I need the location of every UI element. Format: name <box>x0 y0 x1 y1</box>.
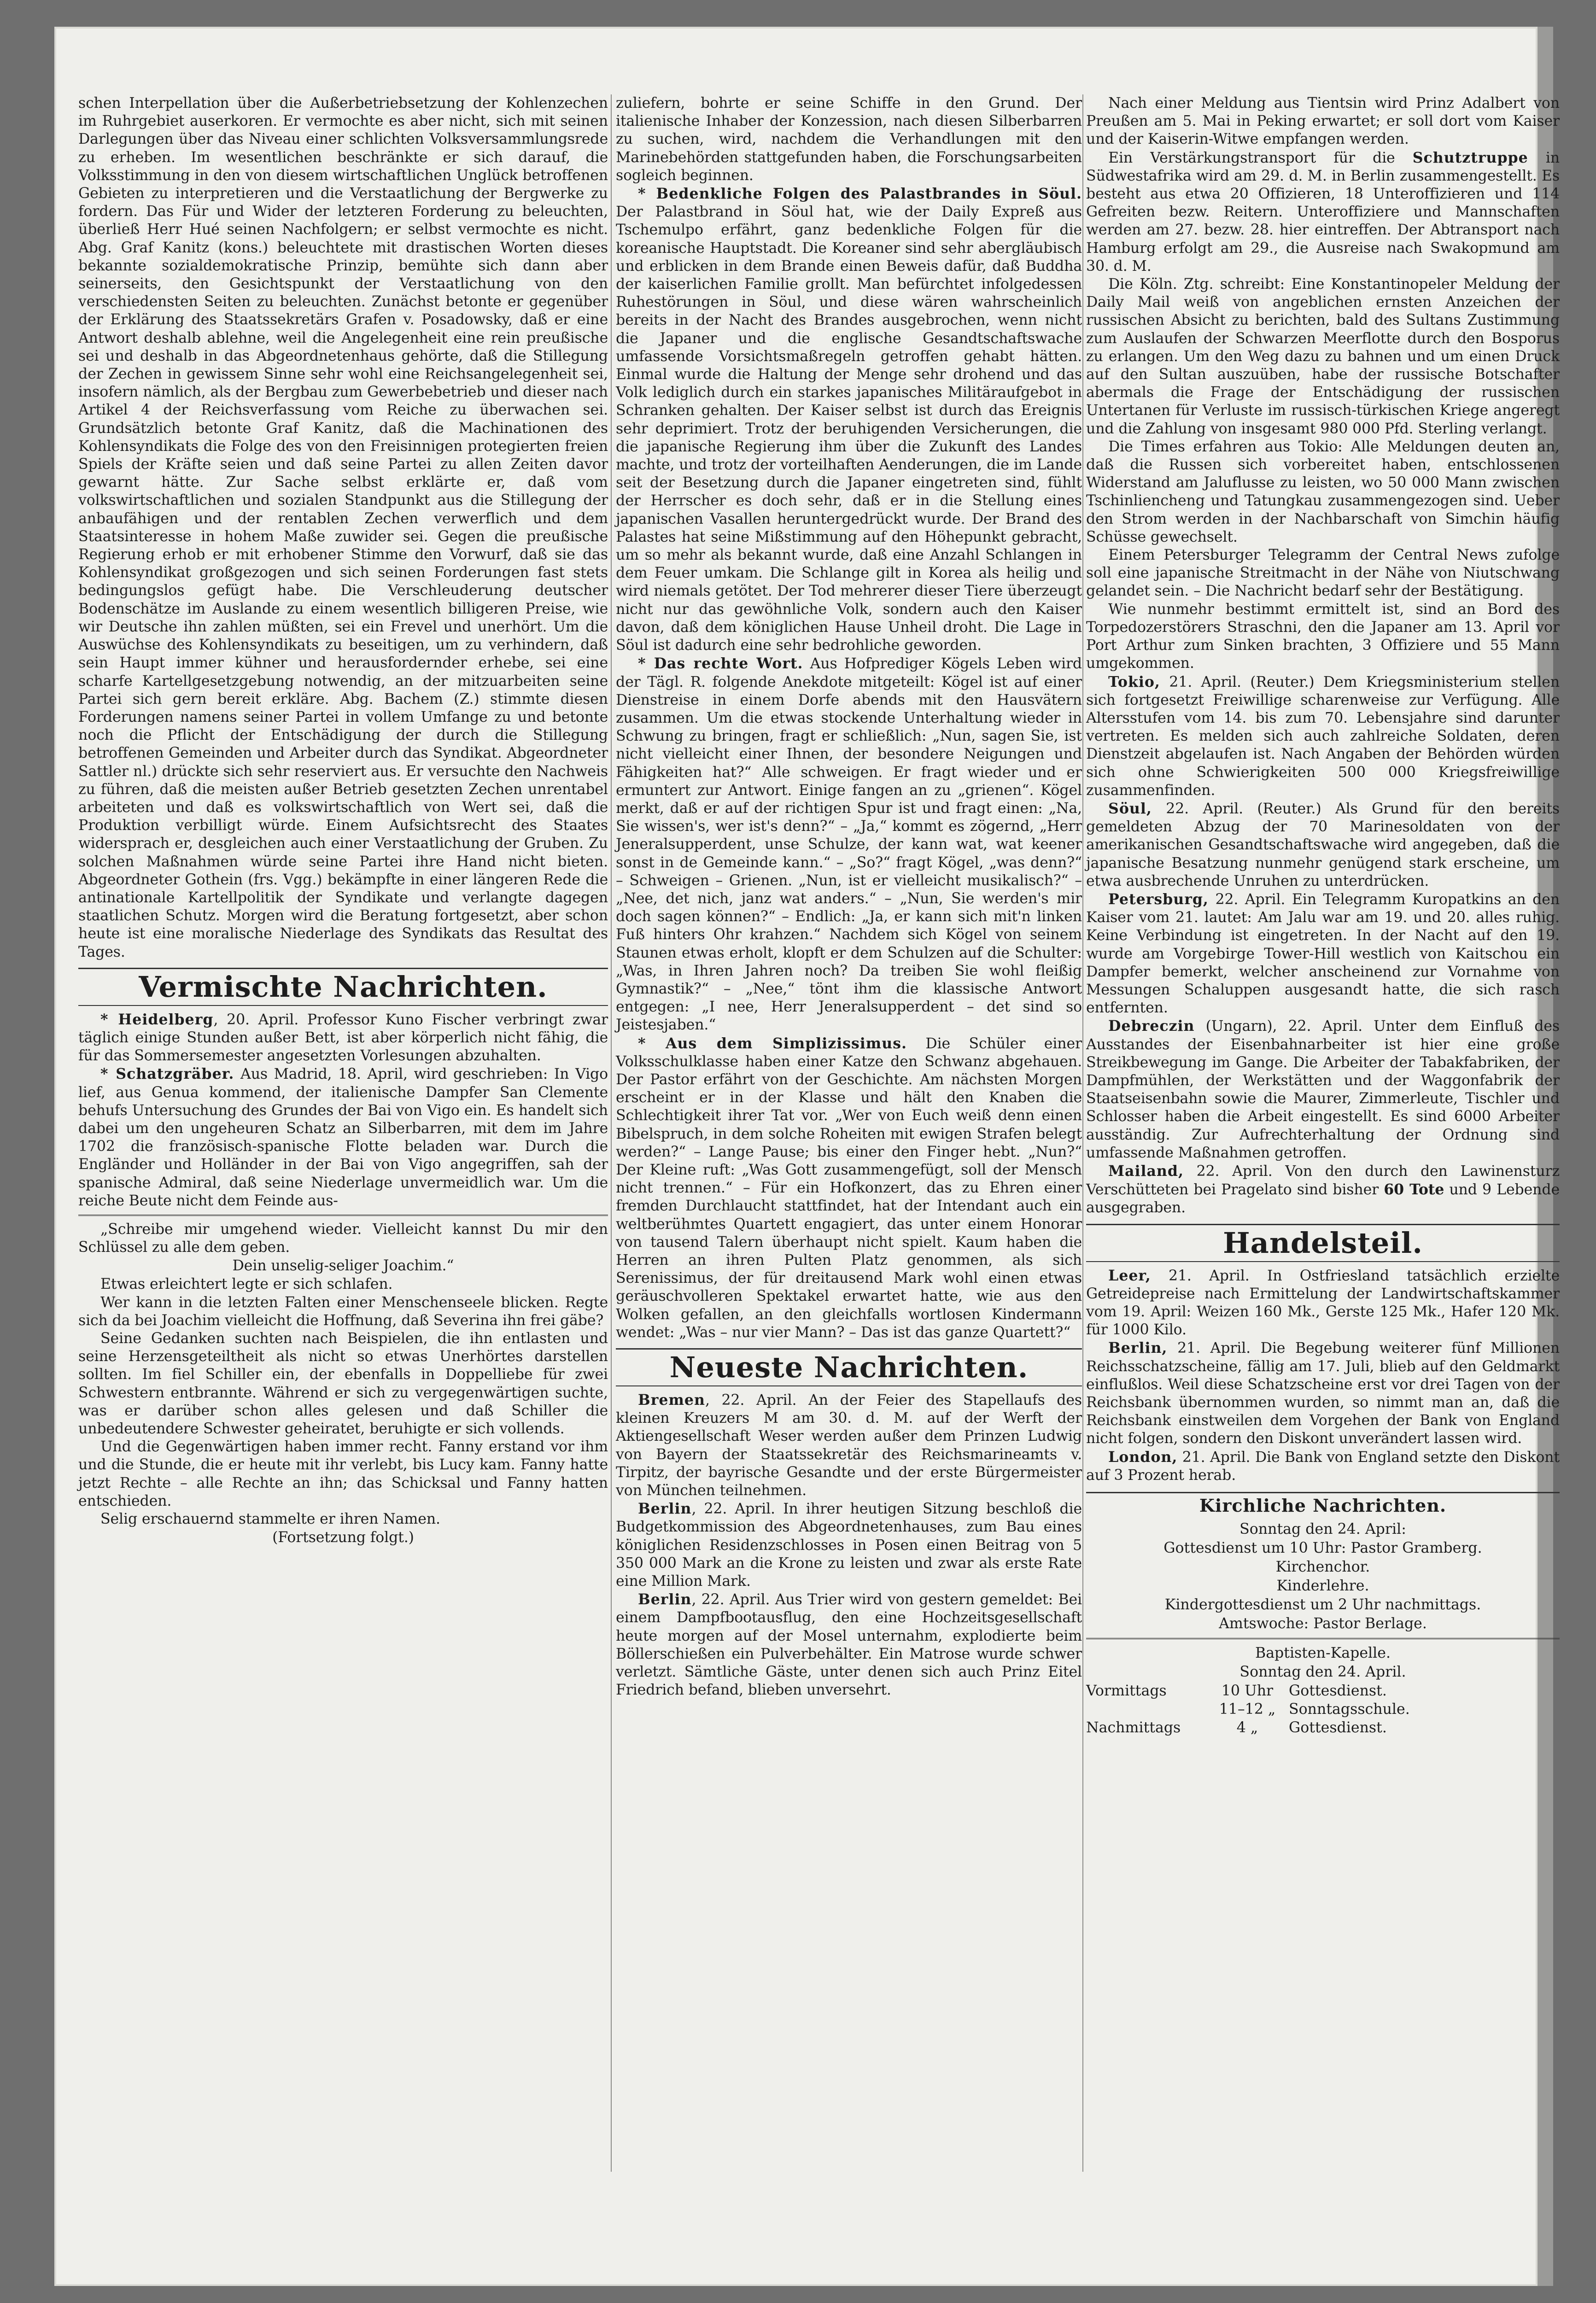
kirch-line: Sonntag den 24. April: <box>1239 1521 1406 1538</box>
baptist-event: Gottesdienst. <box>1289 1683 1387 1700</box>
neueste-nachrichten-heading: Neueste Nachrichten. <box>616 1348 1082 1386</box>
baptist-when <box>1086 1700 1206 1718</box>
schatzgraeber-item <box>78 1065 608 1210</box>
soeul-palace-text: Der Palastbrand in Söul hat, wie der Daily Expreß aus Tschemulpo erfährt, ganz bedenkliche Folgen für die koreanische Hauptstadt. Die Koreaner sind sehr abergläubisch und erblicken in dem Brande einen Beweis dafür, daß Buddha der kaiserlichen Familie grollt. Man befürchtet infolgedessen Ruhestörungen in Söul, und diese wären wahrscheinlich bereits in der Nacht des Brandes ausgebrochen, wenn nicht die Japaner und die englische Gesandtschaftswache umfassende Vorsichtsmaßregeln getroffen gehabt hätten. Einmal wurde die Haltung der Menge sehr drohend und das Volk lediglich durch ein starkes japanisches Militäraufgebot in Schranken gehalten. Der Kaiser selbst ist durch das Ereignis sehr deprimiert. Trotz der beruhigenden Versicherungen, die die japanische Regierung ihm über die Zukunft des Landes machte, und trotz der vorteilhaften Aenderungen, die im Lande seit der Besetzung durch die Japaner eingetreten sind, fühlt der Herrscher es doch sehr, daß er in die Stellung eines japanischen Vasallen heruntergedrückt wurde. Der Brand des Palastes hat seine Mißstimmung auf den Höhepunkt gebracht, um so mehr als bekannt wurde, daß eine Anzahl Schlangen in dem Feuer umkam. Die Schlange gilt in Korea als heilig und wird niemals getötet. Der Tod mehrerer dieser Tiere überzeugt nicht nur das gewöhnliche Volk, sondern auch den Kaiser davon, daß dem königlichen Hause Unheil droht. Die Lage in Söul ist dadurch eine sehr bedrohliche geworden. <box>616 204 1082 654</box>
leer-item <box>1086 1267 1560 1339</box>
baptist-row <box>1086 1682 1560 1700</box>
schutztruppe-text: in Südwestafrika wird am 29. d. M. in Berlin zusammengestellt. Es besteht aus etwa 20 Offizieren, 18 Unteroffizieren und 114 Gefreiten bezw. Reitern. Unteroffiziere und Mannschaften werden am 27. bezw. 28. hier eintreffen. Der Abtransport nach Hamburg erfolgt am 29., die Ausreise nach Swakopmund am 30. d. M. <box>1086 149 1560 275</box>
kirch-list <box>1086 1520 1560 1633</box>
column-rule-1 <box>611 94 612 2172</box>
novel-paragraph-4: Wer kann in die letzten Falten einer Menschenseele blicken. Regte sich da bei Joachim vielleicht die Hoffnung, daß Severina ihn frei gäbe? <box>78 1294 608 1329</box>
kirch-line: Kindergottesdienst um 2 Uhr nachmittags. <box>1164 1596 1481 1613</box>
novel-paragraph-1: „Schreibe mir umgehend wieder. Vielleicht kannst Du mir den Schlüssel zu alle dem geben. <box>78 1221 608 1256</box>
schatzgraeber-dateline: * Schatzgräber. <box>100 1065 234 1083</box>
simplizissimus-text: Die Schüler einer Volksschulklasse haben einer Katze den Schwanz abgehauen. Der Pastor erfährt von der Geschichte. Am nächsten Morgen erscheint er in der Klasse und hält den Knaben die Schlechtigkeit ihrer Tat vor. „Wer von Euch weiß denn einen Bibelspruch, in dem solche Roheiten mit ewigen Strafen belegt werden?“ – Lange Pause; bis einer den Finger hebt. „Nun?“ Der Kleine ruft: „Was Gott zusammengefügt, soll der Mensch nicht trennen.“ – Für ein Hofkonzert, das zu Ehren einer fremden Durchlaucht stattfindet, hat der Intendant auch ein weltberühmtes Quartett engagiert, das unter einem Honorar von tausend Talern überhaupt nicht spielt. Kaum haben die Herren an ihren Pulten Platz genommen, als sich Serenissimus, der für dreitausend Mark wohl einen etwas geräuschvolleren Spektakel erwartet hatte, wie aus den Wolken gefallen, an den gleichfalls wortlosen Kindermann wendet: „Was – nur vier Mann? – Das ist das ganze Quartett?“ <box>616 1035 1082 1341</box>
schutztruppe-keyword: Schutztruppe <box>1412 149 1528 166</box>
vermischte-nachrichten-heading: Vermischte Nachrichten. <box>78 968 608 1006</box>
baptist-time: 4 „ <box>1236 1719 1258 1736</box>
column-right <box>1086 94 1560 1737</box>
simplizissimus-headline: * Aus dem Simplizissimus. <box>638 1035 907 1052</box>
tokio-item <box>1086 673 1560 800</box>
berlin-text-2: , 22. April. Aus Trier wird von gestern gemeldet: Bei einem Dampfbootausflug, den eine Hochzeitsgesellschaft heute morgen auf der Mosel unternahm, explodierte beim Böllerschießen ein Pulverbehälter. Ein Matrose wurde schwer verletzt. Sämtliche Gäste, unter denen sich auch Prinz Eitel Friedrich befand, blieben unversehrt. <box>616 1591 1082 1699</box>
berlin-item-2 <box>616 1590 1082 1699</box>
berlin-dateline-1: Berlin <box>638 1500 692 1518</box>
leer-dateline: Leer, <box>1108 1267 1151 1284</box>
petersburger-telegram-item: Einem Petersburger Telegramm der Central News zufolge soll eine japanische Streitmacht in der Nähe von Niutschwang gelandet sein. – Die Nachricht bedarf sehr der Bestätigung. <box>1086 547 1560 600</box>
heidelberg-item <box>78 1011 608 1065</box>
soeul-dateline: Söul, <box>1108 800 1152 817</box>
soeul-item <box>1086 800 1560 890</box>
novel-paragraph-7: Selig erschauernd stammelte er ihren Namen. <box>100 1511 440 1528</box>
schatzgraeber-text: Aus Madrid, 18. April, wird geschrieben: In Vigo lief, aus Genua kommend, der italienische Dampfer San Clemente behufs Untersuchung des Grundes der Bai von Vigo ein. Es handelt sich dabei um den ungeheuren Schatz an Silberbarren, mit dem im Jahre 1702 die französisch-spanische Flotte beladen war. Durch die Engländer und Holländer in der Bai von Vigo angegriffen, sah der spanische Admiral, daß seine Niederlage unvermeidlich war. Um die reiche Beute nicht dem Feinde aus- <box>78 1066 608 1209</box>
berlin-finance-item <box>1086 1339 1560 1448</box>
petersburg-item <box>1086 890 1560 1017</box>
baptist-when: Nachmittags <box>1086 1719 1181 1736</box>
debreczin-dateline: Debreczin <box>1108 1017 1195 1035</box>
tientsin-item: Nach einer Meldung aus Tientsin wird Prinz Adalbert von Preußen am 5. Mai in Peking erwartet; er soll dort vom Kaiser und der Kaiserin-Witwe empfangen werden. <box>1086 95 1560 148</box>
baptist-row <box>1086 1718 1560 1737</box>
column-rule-2 <box>1082 94 1083 2172</box>
baptist-when: Vormittags <box>1086 1683 1167 1700</box>
schutztruppe-item <box>1086 149 1560 275</box>
mailand-text: 22. April. Von den durch den Lawinensturz Verschütteten bei Pragelato sind bisher <box>1086 1163 1560 1198</box>
kirch-line: Gottesdienst um 10 Uhr: Pastor Gramberg. <box>1163 1540 1482 1557</box>
baptist-time: 11–12 „ <box>1219 1701 1276 1718</box>
london-text: 21. April. Die Bank von England setzte den Diskont auf 3 Prozent herab. <box>1086 1449 1560 1484</box>
london-dateline: London, <box>1108 1448 1178 1466</box>
debreczin-item <box>1086 1017 1560 1162</box>
bremen-item <box>616 1391 1082 1500</box>
column-middle <box>616 94 1082 1699</box>
heidelberg-dateline: * Heidelberg <box>100 1011 214 1028</box>
kirch-line: Kinderlehre. <box>1276 1578 1369 1595</box>
mailand-dateline: Mailand, <box>1108 1162 1184 1180</box>
baptist-event: Gottesdienst. <box>1289 1719 1387 1736</box>
novel-signature: Dein unselig-seliger Joachim.“ <box>232 1257 454 1274</box>
tokio-text: 21. April. (Reuter.) Dem Kriegsministerium stellen sich fortgesetzt Freiwillige scharenweise zur Verfügung. Alle Altersstufen vom 14. bis zum 70. Lebensjahre sind darunter vertreten. Es melden sich auch zahlreiche Soldaten, deren Dienstzeit abgelaufen ist. Nach Angaben der Behörden würden sich ohne Schwierigkeiten 500 000 Kriegsfreiwillige zusammenfinden. <box>1086 673 1560 799</box>
mailand-end: und 9 Lebende ausgegraben. <box>1086 1181 1560 1216</box>
times-item: Die Times erfahren aus Tokio: Alle Meldungen deuten an, daß die Russen sich vorbereitet haben, entschlossenen Widerstand am Jaluflusse zu leisten, wo 50 000 Mann zwischen Tschinliencheng und Tatungkau zusammengezogen sind. Ueber den Strom werden in der Nachbarschaft von Simchin häufig Schüsse gewechselt. <box>1086 438 1560 545</box>
rechte-wort-headline: * Das rechte Wort. <box>638 655 803 672</box>
soeul-text: 22. April. (Reuter.) Als Grund für den bereits gemeldeten Abzug der 70 Marinesoldaten von der amerikanischen Gesandtschaftswache wird angegeben, daß die japanische Besatzung nunmehr genügend stark erscheine, um etwa ausbrechende Unruhen zu unterdrücken. <box>1086 800 1560 889</box>
kirch-line: Kirchenchor. <box>1275 1559 1370 1576</box>
koeln-item: Die Köln. Ztg. schreibt: Eine Konstantinopeler Meldung der Daily Mail weiß von angeblichen ernsten Anzeichen der russischen Absicht zu berichten, bald des Sultans Zustimmung zum Auslaufen der Schwarzen Meerflotte durch den Bosporus zu erlangen. Um den Weg dazu zu bahnen und um einen Druck auf den Sultan auszuüben, habe der russische Botschafter abermals die Frage der Entschädigung der russischen Untertanen für Verluste im russisch-türkischen Kriege angeregt und die Zahlung von insgesamt 980 000 Pfd. Sterling verlangt. <box>1086 276 1560 437</box>
mailand-tote: 60 Tote <box>1384 1181 1444 1198</box>
baptist-time: 10 Uhr <box>1221 1683 1274 1700</box>
heidelberg-text: , 20. April. Professor Kuno Fischer verbringt zwar täglich einige Stunden außer Bett, ist aber körperlich nicht fähig, die für das Sommersemester angesetzten Vorlesungen abzuhalten. <box>78 1011 608 1064</box>
interpellation-paragraph: schen Interpellation über die Außerbetriebsetzung der Kohlenzechen im Ruhrgebiet auserkoren. Er vermochte es aber nicht, sich mit seinen Darlegungen über das Niveau einer schlichten Volksversammlungsrede zu erheben. Im wesentlichen beschränkte er sich darauf, die Volksstimmung in den von diesem wirtschaftlichen Unglück betroffenen Gebieten zu interpretieren und die Verstaatlichung der Bergwerke zu fordern. Das Für und Wider der letzteren Forderung zu beleuchten, überließ Herr Hué seinen Nachfolgern; er selbst vermochte es nicht. Abg. Graf Kanitz (kons.) beleuchtete mit drastischen Worten dieses bekannte sozialdemokratische Prinzip, bemühte sich dann aber seinerseits, den Gesichtspunkt der Verstaatlichung von den verschiedensten Seiten zu beleuchten. Zunächst betonte er gegenüber der Erklärung des Staatssekretärs Grafen v. Posadowsky, daß er eine Antwort deshalb ablehne, weil die Angelegenheit eine rein preußische sei und deshalb in das Abgeordnetenhaus gehörte, daß die Stillegung der Zechen in gewissem Sinne sehr wohl eine Reichsangelegenheit sei, insofern nämlich, als der Bergbau zum Gewerbebetrieb und dieser nach Artikel 4 der Reichsverfassung vom Reiche zu überwachen sei. Grundsätzlich betonte Graf Kanitz, daß die Machinationen des Kohlensyndikats die Folge des von den Freisinnigen protegierten freien Spiels der Kräfte seien und daß seine Partei zu allen Zeiten davor gewarnt hätte. Zur Sache selbst erklärte er, daß vom volkswirtschaftlichen und sozialen Standpunkt aus die Stillegung der anbaufähigen und der rentablen Zechen verwerflich und dem Staatsinteresse in hohem Maße zuwider sei. Gegen die preußische Regierung erhob er mit erhobener Stimme den Vorwurf, daß sie das Kohlensyndikat großgezogen und sich seinen Forderungen fast stets bedingungslos gefügt habe. Die Verschleuderung deutscher Bodenschätze im Auslande zu einem wesentlich billigeren Preise, wie wir Deutsche ihn zahlen müßten, sei ein Frevel und unerhört. Um die Auswüchse des Kohlensyndikats zu beseitigen, um zu verhindern, daß sein Haupt immer kühner und herausfordernder erhebe, sei eine scharfe Kartellgesetzgebung notwendig, an der mitzuarbeiten seine Partei sich gern bereit erkläre. Abg. Bachem (Z.) stimmte diesen Forderungen namens seiner Partei in vollem Umfange zu und betonte noch die Pflicht der Entschädigung der durch die Stillegung betroffenen Gemeinden und Arbeiter durch das Syndikat. Abgeordneter Sattler nl.) drückte sich sehr reserviert aus. Er versuchte den Nachweis zu führen, daß die meisten außer Betrieb gesetzten Zechen unrentabel arbeiteten und daß es volkswirtschaftlich von Wert sei, daß die Produktion verbilligt würde. Einem Aufsichtsrecht des Staates widersprach er, desgleichen auch einer Verstaatlichung der Gruben. Zu solchen Maßnahmen würde seine Partei ihre Hand nicht bieten. Abgeordneter Gothein (frs. Vgg.) bekämpfte in einer längeren Rede die antinationale Kartellpolitik der Syndikate und verlangte dagegen staatlichen Schutz. Morgen wird die Beratung fortgesetzt, aber schon heute ist eine moralische Niederlage des Syndikats das Resultat des Tages. <box>78 95 608 960</box>
baptist-date: Sonntag den 24. April. <box>1239 1664 1406 1681</box>
handelsteil-heading: Handelsteil. <box>1086 1224 1560 1262</box>
simplizissimus-item <box>616 1035 1082 1342</box>
mailand-item <box>1086 1162 1560 1217</box>
baptist-event: Sonntagsschule. <box>1289 1701 1410 1718</box>
soeul-palace-item <box>616 185 1082 655</box>
baptist-heading: Baptisten-Kapelle. <box>1255 1645 1391 1662</box>
soeul-palace-headline: * Bedenkliche Folgen des Palastbrandes in Söul. <box>638 185 1082 203</box>
novel-paragraph-6: Und die Gegenwärtigen haben immer recht. Fanny erstand vor ihm und die Stunde, die er heute mit ihr verlebt, bis Lucy kam. Fanny hatte jetzt Rechte – alle Rechte an ihn; das Schicksal und Fanny hatten entschieden. <box>78 1438 608 1509</box>
berlin-item-1 <box>616 1500 1082 1590</box>
schutztruppe-lead: Ein Verstärkungstransport für die <box>1108 149 1413 166</box>
fortsetzung-note: (Fortsetzung folgt.) <box>272 1529 414 1546</box>
kirch-line: Amtswoche: Pastor Berlage. <box>1219 1615 1427 1632</box>
bremen-text: , 22. April. An der Feier des Stapellaufs des kleinen Kreuzers M am 30. d. M. auf der Werft der Aktiengesellschaft Weser werden außer dem Prinzen Ludwig von Bayern der Staatssekretär des Reichsmarineamts v. Tirpitz, der bayrische Gesandte und der erste Bürgermeister von München teilnehmen. <box>616 1392 1082 1499</box>
berlin-dateline-2: Berlin <box>638 1591 692 1608</box>
feuilleton-separator <box>78 1215 608 1216</box>
rechte-wort-text: Aus Hofprediger Kögels Leben wird der Tägl. R. folgende Anekdote mitgeteilt: Kögel ist auf einer Dienstreise in einem Dorfe abends mit den Hausvätern zusammen. Um die etwas stockende Unterhaltung wieder in Schwung zu bringen, fragt er schließlich: „Nun, sagen Sie, ist nicht vielleicht einer Ihnen, der besondere Neigungen und Fähigkeiten hat?“ Alle schweigen. Er fragt wieder und er ermuntert zur Antwort. Einige fangen an zu „grienen“. Kögel merkt, daß er auf der richtigen Spur ist und fragt einen: „Na, Sie wissen's, wer ist's denn?“ – „Ja,“ kommt es zögernd, „Herr Jeneralsupperdent, unse Schulze, der kann wat, wat keener sonst in de Gemeinde kann.“ – „So?“ fragt Kögel, „was denn?“ – Schweigen – Grienen. „Nun, ist er vielleicht musikalisch?“ – „Nee, det nich, janz wat anders.“ – „Nun, Sie werden's mir doch sagen können?“ – Endlich: „Ja, er kann sich mit'n linken Fuß hinters Ohr krahzen.“ Nachdem sich Kögel von seinem Staunen etwas erholt, klopft er dem Schulzen auf die Schulter: „Was, in Ihren Jahren noch? Da treiben Sie wohl fleißig Gymnastik?“ – „Nee,“ tönt ihm die klassische Antwort entgegen: „I nee, Herr Jeneralsupperdent – det sind so Jeistesjaben.“ <box>616 655 1082 1034</box>
column-left <box>78 94 608 1547</box>
petersburg-text: 22. April. Ein Telegramm Kuropatkins an den Kaiser vom 21. lautet: Am Jalu war am 19. und 20. alles ruhig. Keine Verbindung ist eingetreten. In der Nacht auf den 19. wurde am Vorgebirge Tower-Hill westlich von Kaitschou ein Dampfer bemerkt, welcher anscheinend zur Vornahme von Messungen Schaluppen ausgesandt hatte, die sich rasch entfernten. <box>1086 891 1560 1017</box>
baptist-separator <box>1086 1638 1560 1639</box>
london-item <box>1086 1448 1560 1485</box>
berlin-text-1: , 22. April. In ihrer heutigen Sitzung beschloß die Budgetkommission des Abgeordnetenhauses, zum Bau eines königlichen Residenzschlosses in Posen einen Beitrag von 5 350 000 Mark an die Krone zu leisten und zwar als erste Rate eine Million Mark. <box>616 1501 1082 1590</box>
debreczin-text: (Ungarn), 22. April. Unter dem Einfluß des Ausstandes der Eisenbahnarbeiter ist hier eine große Streikbewegung im Gange. Die Arbeiter der Tabakfabriken, der Dampfmühlen, der Werkstätten und der Waggonfabrik der Staatseisenbahn sowie die Maurer, Zimmerleute, Tischler und Schlosser haben die Arbeit eingestellt. Es sind 6000 Arbeiter ausständig. Zur Aufrechterhaltung der Ordnung sind umfassende Maßnahmen getroffen. <box>1086 1018 1560 1161</box>
bremen-dateline: Bremen <box>638 1391 705 1409</box>
rechte-wort-item <box>616 655 1082 1034</box>
novel-paragraph-3: Etwas erleichtert legte er sich schlafen. <box>100 1276 393 1293</box>
berlin-finance-dateline: Berlin, <box>1108 1339 1168 1357</box>
berlin-finance-text: 21. April. Die Begebung weiterer fünf Millionen Reichsschatzscheine, fällig am 17. Juli, blieb auf den Geldmarkt einflußlos. Weil diese Schatzscheine erst vor drei Tagen von der Reichsbank übernommen wurden, so nimmt man an, daß die Reichsbank einstweilen dem Vorgehen der Bank von England nicht folgen, sondern den Diskont unverändert lassen wird. <box>1086 1340 1560 1447</box>
petersburg-dateline: Petersburg, <box>1108 890 1209 908</box>
baptist-row <box>1086 1700 1560 1718</box>
novel-paragraph-5: Seine Gedanken suchten nach Beispielen, die ihn entlasten und seine Herzensgeteiltheit als nicht so etwas Unerhörtes darstellen sollten. Im fiel Schiller ein, der ebenfalls in Doppelliebe für zwei Schwestern entbrannte. Während er sich zu vergegenwärtigen suchte, was er darüber schon alles gelesen und daß Schiller die unbedeutendere Schwester geheiratet, beruhigte er sich vollends. <box>78 1330 608 1438</box>
schatz-continuation: zuliefern, bohrte er seine Schiffe in den Grund. Der italienische Inhaber der Konzession, nach diesen Silberbarren zu suchen, wird, nachdem die Verhandlungen mit den Marinebehörden stattgefunden haben, die Forschungsarbeiten sogleich beginnen. <box>616 95 1082 184</box>
leer-text: 21. April. In Ostfriesland tatsächlich erzielte Getreidepreise nach Ermittelung der Landwirtschaftskammer vom 19. April: Weizen 160 Mk., Gerste 125 Mk., Hafer 120 Mk. für 1000 Kilo. <box>1086 1267 1560 1339</box>
tokio-dateline: Tokio, <box>1108 673 1160 690</box>
kirchliche-nachrichten-heading: Kirchliche Nachrichten. <box>1086 1492 1560 1518</box>
torpedo-item: Wie nunmehr bestimmt ermittelt ist, sind an Bord des Torpedozerstörers Straschni, den die Japaner am 13. April vor Port Arthur zum Sinken brachten, 3 Offiziere und 55 Mann umgekommen. <box>1086 601 1560 672</box>
